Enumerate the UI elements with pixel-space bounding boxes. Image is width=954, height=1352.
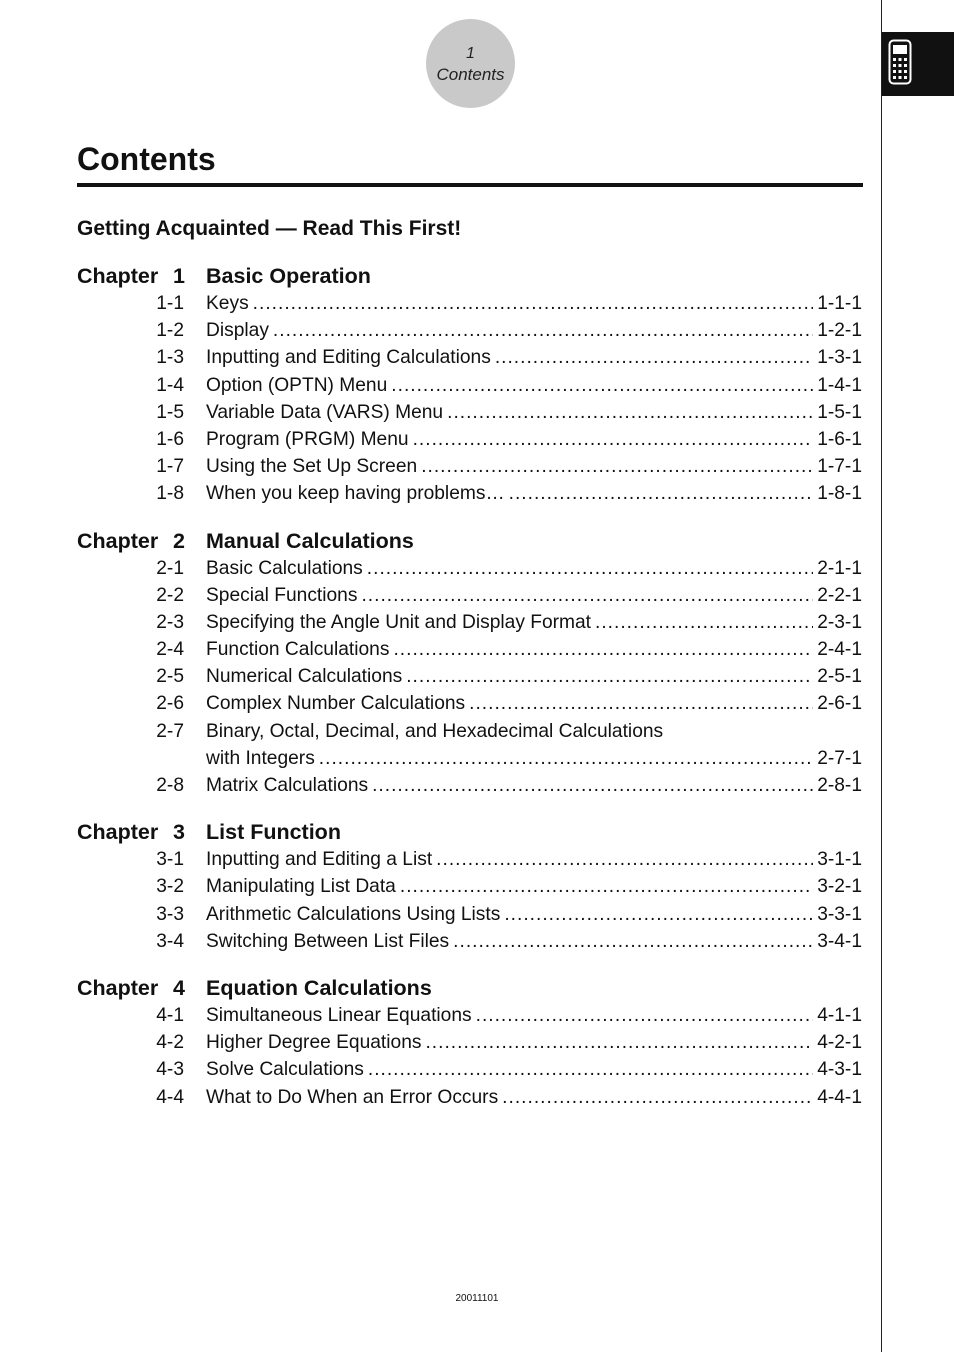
- dot-leader: [372, 772, 813, 799]
- section-number: 2-6: [156, 693, 184, 715]
- dot-leader: [509, 480, 814, 507]
- section-page: 3-3-1: [817, 903, 862, 925]
- dot-leader: [367, 555, 813, 582]
- dot-leader: [319, 745, 813, 772]
- badge-label: Contents: [436, 64, 505, 84]
- section-page: 1-2-1: [817, 320, 862, 342]
- section-line: [206, 453, 862, 480]
- toc-entry-continuation[interactable]: [77, 745, 862, 772]
- section-title: Keys: [206, 290, 253, 317]
- chapter-title: Equation Calculations: [206, 975, 432, 1000]
- page-badge: [426, 19, 515, 108]
- section-number: 4-3: [156, 1059, 184, 1081]
- section-page: 1-7-1: [817, 456, 862, 478]
- section-page: 1-5-1: [817, 401, 862, 423]
- toc-entry[interactable]: [77, 1056, 862, 1083]
- chapter-label: Chapter: [77, 528, 159, 553]
- chapter-label: Chapter: [77, 820, 159, 845]
- toc-entry[interactable]: [77, 317, 862, 344]
- dot-leader: [595, 609, 813, 636]
- toc-entry[interactable]: [77, 718, 862, 745]
- section-title: Variable Data (VARS) Menu: [206, 399, 447, 426]
- toc-entry[interactable]: [77, 1084, 862, 1111]
- toc-entry[interactable]: [77, 399, 862, 426]
- chapter-heading[interactable]: [77, 262, 862, 290]
- dot-leader: [476, 1002, 814, 1029]
- section-page: 1-4-1: [817, 374, 862, 396]
- section-line: [206, 636, 862, 663]
- dot-leader: [447, 399, 813, 426]
- chapter-block: [77, 818, 862, 955]
- section-title: Special Functions: [206, 582, 361, 609]
- section-number: 2-4: [156, 639, 184, 661]
- section-line: [206, 873, 862, 900]
- dot-leader: [253, 290, 814, 317]
- section-number: 1-7: [156, 456, 184, 478]
- section-line: [206, 372, 862, 399]
- toc-entry[interactable]: [77, 582, 862, 609]
- toc-entry[interactable]: [77, 663, 862, 690]
- section-line: [206, 344, 862, 371]
- section-title: Specifying the Angle Unit and Display Format: [206, 609, 595, 636]
- section-line: [206, 745, 862, 772]
- chapter-block: [77, 974, 862, 1111]
- section-title: Display: [206, 317, 273, 344]
- toc-entry[interactable]: [77, 1029, 862, 1056]
- section-title: What to Do When an Error Occurs: [206, 1084, 502, 1111]
- section-page: 4-3-1: [817, 1059, 862, 1081]
- dot-leader: [273, 317, 813, 344]
- toc-entry[interactable]: [77, 555, 862, 582]
- chapter-title: Manual Calculations: [206, 528, 414, 553]
- chapter-heading[interactable]: [77, 974, 862, 1002]
- section-line: [206, 690, 862, 717]
- section-title: Basic Calculations: [206, 555, 367, 582]
- section-page: 3-2-1: [817, 876, 862, 898]
- section-title: Program (PRGM) Menu: [206, 426, 413, 453]
- section-title: Using the Set Up Screen: [206, 453, 421, 480]
- section-title: Function Calculations: [206, 636, 393, 663]
- section-number: 3-1: [156, 849, 184, 871]
- dot-leader: [425, 1029, 813, 1056]
- section-number: 1-4: [156, 374, 184, 396]
- section-page: 2-4-1: [817, 639, 862, 661]
- section-line: [206, 317, 862, 344]
- section-number: 1-6: [156, 428, 184, 450]
- section-page: 4-1-1: [817, 1004, 862, 1026]
- section-number: 1-1: [156, 293, 184, 314]
- chapter-title: List Function: [206, 820, 341, 845]
- dot-leader: [453, 928, 813, 955]
- chapter-number: 4: [173, 975, 185, 1000]
- intro-heading[interactable]: Getting Acquainted — Read This First!: [77, 217, 462, 240]
- page-title: Contents: [77, 141, 216, 177]
- section-title: Solve Calculations: [206, 1056, 368, 1083]
- section-line: [206, 555, 862, 582]
- section-page: 4-2-1: [817, 1032, 862, 1054]
- section-line: [206, 928, 862, 955]
- footer-code: 20011101: [455, 1293, 499, 1304]
- section-number: 2-8: [156, 775, 184, 796]
- section-number: 2-7: [156, 720, 184, 742]
- dot-leader: [406, 663, 813, 690]
- section-page: 1-8-1: [817, 483, 862, 505]
- section-number: 4-1: [156, 1004, 184, 1026]
- section-page: 2-3-1: [817, 611, 862, 633]
- section-line: [206, 663, 862, 690]
- toc-entry[interactable]: [77, 636, 862, 663]
- dot-leader: [393, 636, 813, 663]
- dot-leader: [413, 426, 814, 453]
- section-title: Complex Number Calculations: [206, 690, 469, 717]
- dot-leader: [502, 1084, 813, 1111]
- section-number: 2-3: [156, 611, 184, 633]
- section-line: [206, 901, 862, 928]
- chapter-label: Chapter: [77, 975, 159, 1000]
- toc-entry[interactable]: [77, 901, 862, 928]
- dot-leader: [421, 453, 813, 480]
- section-line: [206, 1084, 862, 1111]
- dot-leader: [361, 582, 813, 609]
- chapter-block: [77, 527, 862, 800]
- section-number: 1-5: [156, 401, 184, 423]
- dot-leader: [436, 846, 813, 873]
- section-title: Option (OPTN) Menu: [206, 372, 391, 399]
- section-page: 4-4-1: [817, 1086, 862, 1108]
- section-title: Inputting and Editing a List: [206, 846, 436, 873]
- section-title: Arithmetic Calculations Using Lists: [206, 901, 504, 928]
- section-number: 3-4: [156, 930, 184, 952]
- toc-entry[interactable]: [77, 344, 862, 371]
- section-line: [206, 772, 862, 799]
- section-page: 2-5-1: [817, 666, 862, 688]
- section-page: 1-1-1: [817, 293, 862, 314]
- calculator-icon: [888, 39, 912, 85]
- toc-entry[interactable]: [77, 846, 862, 873]
- dot-leader: [391, 372, 813, 399]
- section-title: When you keep having problems…: [206, 480, 509, 507]
- toc-entry[interactable]: [77, 690, 862, 717]
- toc-entry[interactable]: [77, 1002, 862, 1029]
- section-title: Inputting and Editing Calculations: [206, 344, 495, 371]
- section-page: 2-7-1: [817, 747, 862, 769]
- toc-entry[interactable]: [77, 873, 862, 900]
- chapter-block: [77, 262, 862, 508]
- dot-leader: [368, 1056, 813, 1083]
- section-line: [206, 480, 862, 507]
- section-number: 4-2: [156, 1032, 184, 1054]
- toc-entry[interactable]: [77, 609, 862, 636]
- section-number: 1-2: [156, 320, 184, 342]
- section-page: 2-2-1: [817, 584, 862, 606]
- toc-entry[interactable]: [77, 372, 862, 399]
- toc-entry[interactable]: [77, 453, 862, 480]
- section-number: 2-2: [156, 584, 184, 606]
- chapter-number: 1: [173, 264, 185, 288]
- section-title: Manipulating List Data: [206, 873, 400, 900]
- section-line: [206, 399, 862, 426]
- section-title: Higher Degree Equations: [206, 1029, 425, 1056]
- chapter-title: Basic Operation: [206, 264, 371, 288]
- section-number: 2-5: [156, 666, 184, 688]
- section-title: Simultaneous Linear Equations: [206, 1002, 476, 1029]
- badge-number: 1: [466, 44, 475, 62]
- chapter-number: 3: [173, 820, 185, 845]
- chapter-heading[interactable]: [77, 818, 862, 846]
- toc-entry[interactable]: [77, 928, 862, 955]
- section-page: 1-3-1: [817, 347, 862, 369]
- section-line: [206, 426, 862, 453]
- section-line: [206, 718, 862, 745]
- page-margin-rule: [881, 0, 882, 1352]
- table-of-contents: [77, 262, 862, 1130]
- toc-entry[interactable]: [77, 772, 862, 799]
- section-number: 4-4: [156, 1086, 184, 1108]
- toc-entry[interactable]: [77, 426, 862, 453]
- section-page: 2-6-1: [817, 693, 862, 715]
- section-line: [206, 846, 862, 873]
- dot-leader: [469, 690, 813, 717]
- section-line: [206, 1002, 862, 1029]
- title-underline: [77, 183, 863, 187]
- section-number: 2-1: [156, 557, 184, 579]
- section-number: 3-2: [156, 876, 184, 898]
- section-title: Numerical Calculations: [206, 663, 406, 690]
- toc-entry[interactable]: [77, 290, 862, 317]
- section-line: [206, 1056, 862, 1083]
- section-number: 1-3: [156, 347, 184, 369]
- section-line: [206, 1029, 862, 1056]
- section-page: 3-1-1: [817, 849, 862, 871]
- section-number: 3-3: [156, 903, 184, 925]
- section-line: [206, 609, 862, 636]
- dot-leader: [504, 901, 813, 928]
- section-number: 1-8: [156, 483, 184, 505]
- section-page: 2-1-1: [817, 557, 862, 579]
- section-page: 2-8-1: [817, 775, 862, 796]
- section-page: 3-4-1: [817, 930, 862, 952]
- dot-leader: [400, 873, 813, 900]
- chapter-label: Chapter: [77, 264, 159, 288]
- chapter-number: 2: [173, 528, 185, 553]
- chapter-heading[interactable]: [77, 527, 862, 555]
- section-title-continuation: with Integers: [206, 745, 319, 772]
- section-title: Switching Between List Files: [206, 928, 453, 955]
- section-title: Binary, Octal, Decimal, and Hexadecimal Calculations: [206, 718, 667, 745]
- dot-leader: [495, 344, 813, 371]
- toc-entry[interactable]: [77, 480, 862, 507]
- section-line: [206, 582, 862, 609]
- section-page: 1-6-1: [817, 428, 862, 450]
- section-title: Matrix Calculations: [206, 772, 372, 799]
- section-line: [206, 290, 862, 317]
